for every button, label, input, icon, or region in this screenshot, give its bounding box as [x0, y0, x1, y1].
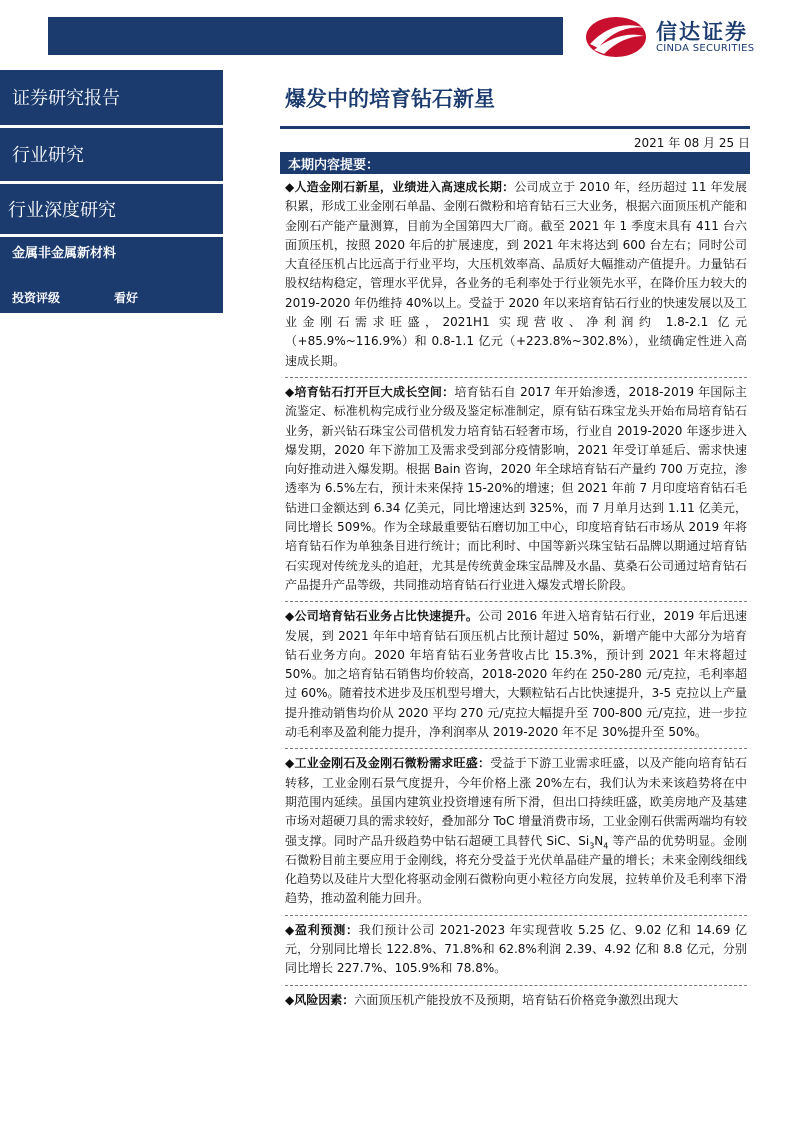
- sector-label: 金属非金属新材料: [12, 246, 117, 261]
- paragraph-body: 公司成立于 2010 年，经历超过 11 年发展积累，形成工业金刚石单晶、金刚石微粉和培育钻石三大业务，根据六面顶压机产能和金刚石产能产量测算，目前为全国第四大厂商。截至 2021 年 1 季度末具有 411 台六面顶压机，按照 2020 年后的扩展速度，到 2021 年末将达到 600 台左右；同时公司大直径压机占比远高于行业平均，大压机效率高、品质好大幅推动产值提升。力量钻石股权结构稳定，管理水平优异，各业务的毛利率处于行业领先水平，在降价压力较大的 2019-2020 年仍维持 40%以上。受益于 2020 年以来培育钻石行业的快速发展以及工业金刚石需求旺盛，2021H1 实现营收、净利润约 1.8-2.1 亿元（+85.9%~116.9%）和 0.8-1.1 亿元（+223.8%~302.8%），业绩确定性进入高速成长期。: [285, 180, 747, 368]
- category-label: 行业研究: [12, 145, 84, 166]
- paragraph-forecast: [285, 921, 747, 986]
- paragraph-body: N: [594, 833, 604, 848]
- paragraph-lead: ◆公司培育钻石业务占比快速提升。: [285, 609, 479, 624]
- subcategory-label: 行业深度研究: [8, 200, 116, 221]
- paragraph-growth-space: [285, 383, 747, 602]
- report-type-label: 证券研究报告: [12, 88, 120, 109]
- paragraph-lead: ◆风险因素：: [285, 992, 355, 1007]
- paragraph-body: 受益于下游工业需求旺盛，以及产能向培育钻石转移，工业金刚石景气度提升，今年价格上涨 20%左右，我们认为未来该趋势将在中期范围内延续。虽国内建筑业投资增速有所下滑，但出口持续旺盛，欧美房地产及基建市场对超硬刀具的需求较好，叠加部分 ToC 增量消费市场，工业金刚石供需两端均有较强支撑。同时产品升级趋势中钻石超硬工具替代 SiC、Si: [285, 756, 747, 848]
- paragraph-lead: ◆培育钻石打开巨大成长空间：: [285, 384, 455, 399]
- rating-value: 看好: [114, 291, 139, 305]
- sidebar-category: [0, 128, 223, 181]
- paragraph-body: 培育钻石自 2017 年开始渗透，2018-2019 年国际主流鉴定、标准机构完成行业分级及鉴定标准制定，原有钻石珠宝龙头开始布局培育钻石业务，新兴钻石珠宝公司借机发力培育钻石轻奢市场，行业自 2019-2020 年逐步进入爆发期，2020 年下游加工及需求受到部分疫情影响，2021 年受订单延后、需求快速向好推动进入爆发期。根据 Bain 咨询，2020 年全球培育钻石产量约 700 万克拉，渗透率为 6.5%左右，预计未来保持 15-20%的增速；但 2021 年前 7 月印度培育钻石毛钻进口金额达到 6.34 亿美元，同比增速达到 325%，而 7 月单月达到 1.11 亿美元，同比增长 509%。作为全球最重要钻石磨切加工中心，印度培育钻石市场从 2019 年将培育钻石作为单独条目进行统计；而比利时、中国等新兴珠宝钻石品牌以期通过培育钻石实现对传统龙头的追赶，尤其是传统黄金珠宝品牌及水晶、莫桑石公司通过培育钻石产品提升产品等级，共同推动培育钻石行业进入爆发式增长阶段。: [285, 384, 747, 592]
- logo-text-en: CINDA SECURITIES: [656, 43, 755, 54]
- paragraph-business-share: [285, 607, 747, 749]
- paragraph-body: 等产品的优势明显。金刚石微粉目前主要应用于金刚线，将充分受益于光伏单晶硅产量的增长；未来金刚线细线化趋势以及硅片大型化将驱动金刚石微粉向更小粒径方向发展，拉转单价及毛利率下滑趋势，推动盈利能力回升。: [285, 833, 747, 906]
- report-date: 2021 年 08 月 25 日: [633, 136, 750, 150]
- summary-content: [285, 178, 747, 1021]
- summary-heading: 本期内容提要：: [288, 158, 380, 173]
- paragraph-risk: [285, 991, 747, 1016]
- sidebar-sector: [0, 237, 223, 285]
- paragraph-performance: [285, 178, 747, 378]
- summary-heading-bar: [280, 152, 750, 174]
- page-title: 爆发中的培育钻石新星: [285, 87, 495, 111]
- subscript: 4: [603, 840, 609, 850]
- logo-swoosh-icon: [584, 14, 650, 60]
- header-band: [48, 17, 563, 55]
- rating-label: 投资评级: [12, 291, 61, 305]
- paragraph-body: 公司 2016 年进入培育钻石行业，2019 年后迅速发展，到 2021 年年中培育钻石顶压机占比预计超过 50%，新增产能中大部分为培育钻石业务方向。2020 年培育钻石业务营收占比 15.3%，预计到 2021 年末将超过 50%。加之培育钻石销售均价较高，2018-2020 年约在 250-280 元/克拉，毛利率超过 60%。随着技术进步及压机型号增大，大颗粒钻石占比快速提升，3-5 克拉以上产量提升推动销售均价从 2020 平均 270 元/克拉大幅提升至 700-800 元/克拉，进一步拉动毛利率及盈利能力提升，净利润率从 2019-2020 年不足 30%提升至 50%。: [285, 609, 747, 740]
- paragraph-body: 我们预计公司 2021-2023 年实现营收 5.25 亿、9.02 亿和 14.69 亿元，分别同比增长 122.8%、71.8%和 62.8%利润 2.39、4.92 亿和 8.8 亿元，分别同比增长 227.7%、105.9%和 78.8%。: [285, 922, 747, 976]
- logo-text-cn: 信达证券: [656, 20, 748, 44]
- sidebar-rating: [0, 285, 223, 313]
- paragraph-lead: ◆工业金刚石及金刚石微粉需求旺盛：: [285, 756, 491, 771]
- sidebar-subcategory: [0, 184, 223, 234]
- paragraph-lead: ◆盈利预测：: [285, 922, 359, 937]
- cinda-logo: [584, 14, 774, 60]
- paragraph-industrial-demand: [285, 754, 747, 915]
- paragraph-lead: ◆人造金刚石新星，业绩进入高速成长期：: [285, 180, 515, 194]
- title-divider: [280, 126, 750, 129]
- sidebar-report-type: [0, 70, 223, 125]
- paragraph-body: 六面顶压机产能投放不及预期，培育钻石价格竞争激烈出现大: [354, 992, 679, 1007]
- subscript: 3: [589, 840, 595, 850]
